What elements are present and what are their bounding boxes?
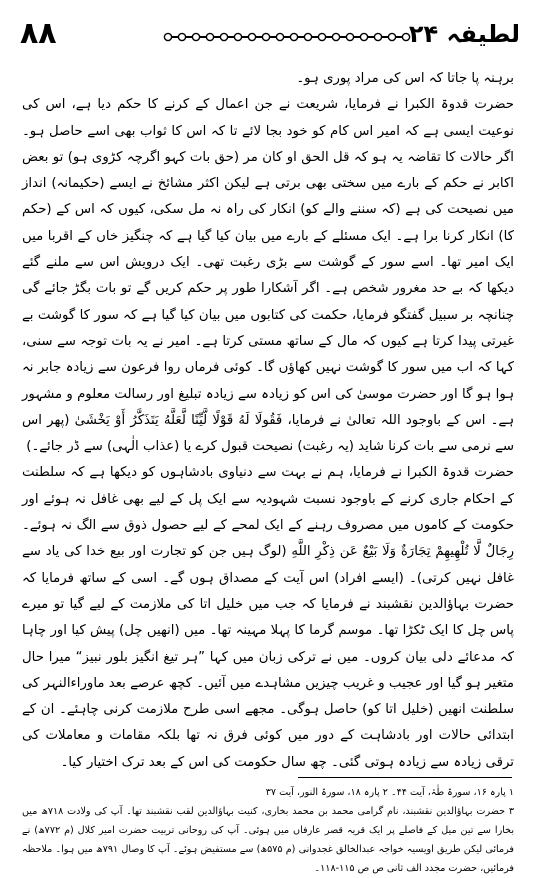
footnote-divider: [298, 777, 512, 778]
footnotes: [22, 783, 514, 878]
chain-ornament-icon: [162, 32, 412, 42]
paragraph: برہنہ پا جاتا کہ اس کی مراد پوری ہو۔: [296, 71, 514, 86]
paragraph: حضرت قدوۃ الکبرا نے فرمایا، ہم نے بہت سے دنیاوی بادشاہوں کو دیکھا ہے کہ سلطنت کے احکام جاری کرنے کے باوجود نسبت شہودیہ سے ایک پل کے لیے بھی غافل نہ ہوئے اور حکومت کے کاموں میں مصروف رہنے کے ایک لمحے کے لیے حصول ذوق سے الگ نہ ہوئے۔ رِجَالٌ لَّا تُلْهِيهِمْ تِجَارَةٌ وَلَا بَيْعٌ عَن ذِكْرِ اللَّهِ (لوگ ہیں جن کو تجارت اور بیع خدا کی یاد سے غافل نہیں کرتی)۔ (ایسے افراد) اس آیت کے مصداق ہوں گے۔ اسی کے ساتھ فرمایا کہ حضرت بہاؤالدین نقشبند نے فرمایا کہ جب میں خلیل اتا کی ملازمت کے لیے گیا تو میرے پاس چل کا ایک ٹکڑا تھا۔ موسم گرما کا پہلا مہینہ تھا۔ میں (انھیں چل) پیش کیا اور چاہا کہ مدعائے دلی بیان کروں۔ میں نے ترکی زبان میں کہا ”ہر تیغ انگیز بلور نبیز“ میرا حال متغیر ہو گیا اور عجیب و غریب چیزیں مشاہدے میں آئیں۔ کچھ عرصے بعد ماوراءالنہر کی سلطنت انھیں (خلیل اتا کو) حاصل ہوگی۔ مجھے اسی طرح ملازمت کرنی چاہئے۔ ان کے ابتدائی حالات اور بادشاہت کے دور میں کوئی فرق نہ تھا بلکہ مقامات و معاملات کی ترقی زیادہ سے زیادہ ہوتی گئی۔ چھ سال حکومت کی اس کے بعد ترک اختیار کیا۔: [22, 465, 514, 770]
page-number: ۸۸: [20, 16, 57, 51]
paragraph: حضرت قدوۃ الکبرا نے فرمایا، شریعت نے جن اعمال کے کرنے کا حکم دیا ہے، اس کی نوعیت ایسی ہے کہ امیر اس کام کو خود بجا لائے تا کہ اس کا ثواب بھی اسے حاصل ہو۔ اگر حالات کا تقاضہ یہ ہو کہ قل الحق او کان مر (حق بات کہو اگرچہ کڑوی ہو) تو بعض اکابر نے حکم کے بارے میں سختی بھی برتی ہے لیکن اکثر مشائخ نے ایسے (حکیمانہ) انداز میں نصیحت کی ہے (کہ سننے والے کو) انکار کی راہ نہ مل سکی، کیوں کہ اس کے (حکم کا) انکار کرنا برا ہے۔ ایک مسئلے کے بارے میں بیان کیا گیا ہے کہ چنگیز خاں کے اقربا میں ایک امیر تھا۔ اسے سور کے گوشت سے بڑی رغبت تھی۔ ایک درویش اس سے ملنے گئے دیکھا کہ بے حد مغرور شخص ہے۔ اگر آشکارا طور پر حکم کریں گے تو بات بگڑ جائے گی چنانچہ بر سبیل گفتگو فرمایا، حکمت کی کتابوں میں بیان کیا گیا ہے کہ سور کا گوشت بے غیرتی پیدا کرتا ہے کیوں کہ مال کے ساتھ مستی کرتا ہے۔ امیر نے یہ بات توجہ سے سنی، کہا کہ اب میں سور کا گوشت نہیں کھاؤں گا۔ کوئی فرماں روا فرعون سے زیادہ جابر نہ ہوا ہو گا اور حضرت موسیٰ کی اس کو زیادہ سے زیادہ تبلیغ اور رسالت معلوم و مشہور ہے۔ اس کے باوجود اللہ تعالیٰ نے فرمایا، فَقُولَا لَهُ قَوْلًا لَّيِّنًا لَّعَلَّهُ يَتَذَكَّرُ أَوْ يَخْشَىٰ (پھر اس سے نرمی سے بات کرنا شاید (یہ رغبت) نصیحت قبول کرے یا (عذاب الٰہی) سے ڈر جائے۔): [22, 97, 514, 455]
page-header: [12, 14, 528, 54]
main-text: [22, 66, 514, 776]
footnote: ۳ حضرت بہاؤالدین نقشبند، نام گرامی محمد بن محمد بخاری، کنیت بہاؤالدین لقب نقشبند تھا۔ آپ کی ولادت ۷۱۸ھ میں بخارا سے تین میل کے فاصلے پر ایک قریہ قصر عارفاں میں ہوئی۔ آپ کی روحانی تربیت حضرت امیر کلال (م ۷۷۲ھ) نے فرمائی لیکن طریق اویسیہ خواجہ عبدالخالق غجدوانی (م ۵۷۵ھ) سے مستفیض ہوئے۔ آپ کا وصال ۷۹۱ھ میں ہوا۔ ملاحظہ فرمائیں، حضرت مجدد الف ثانی ص ص ۱۱۵-۱۱۸۔: [22, 806, 514, 874]
running-title: لطیفہ ۲۴: [408, 20, 520, 48]
footnote: ۱ پارہ ۱۶، سورۃ طٰہٰ، آیت ۴۴۔ ۲ پارہ ۱۸، سورۃ النور، آیت ۳۷: [265, 787, 514, 798]
